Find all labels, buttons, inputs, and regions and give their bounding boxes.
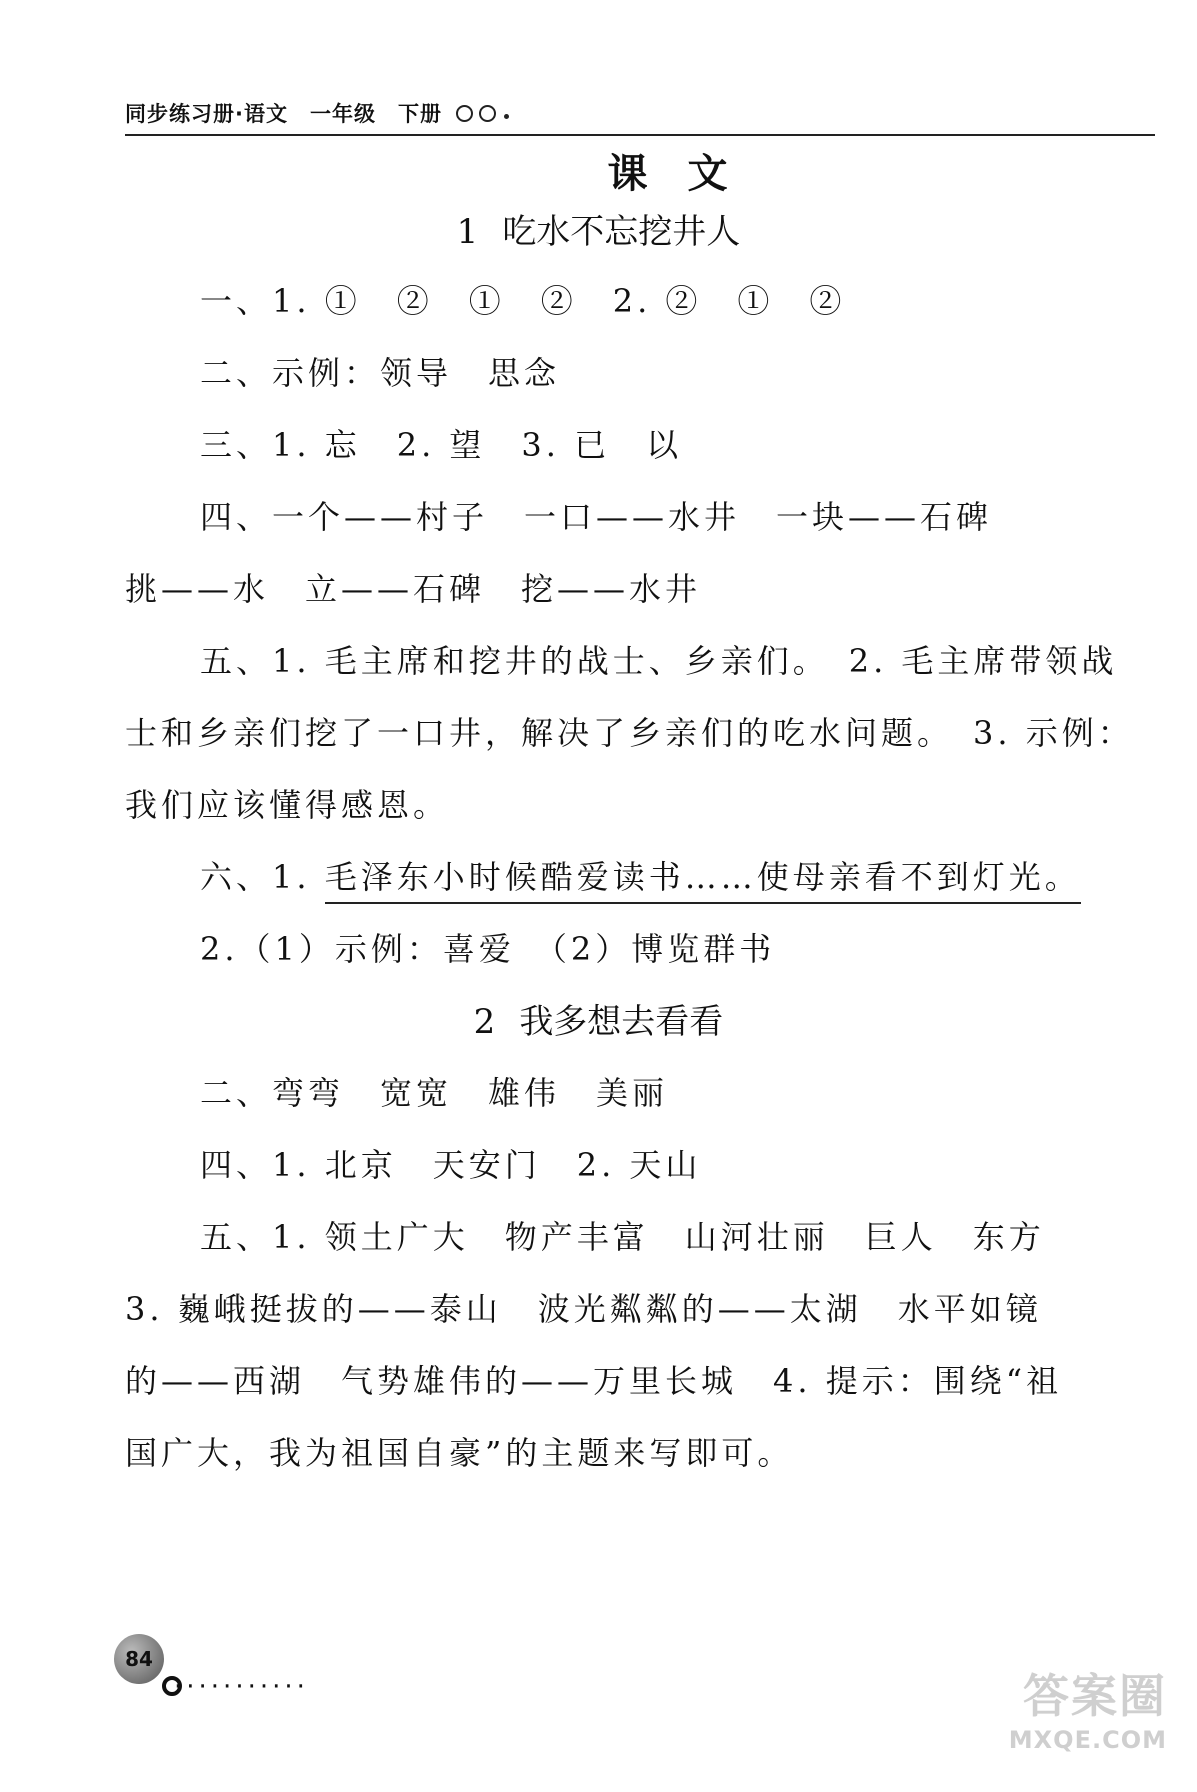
- answer-line: 二、弯弯 宽宽 雄伟 美丽: [200, 1074, 669, 1112]
- answer-line: 2.（1）示例：喜爱 （2）博览群书: [200, 930, 776, 968]
- lesson-title: 我多想去看看: [519, 1002, 724, 1042]
- page-number-badge: 84: [114, 1634, 164, 1684]
- lesson-1-heading: [0, 204, 1197, 253]
- lesson-2-heading: [0, 994, 1197, 1043]
- answer-line: 国广大，我为祖国自豪”的主题来写即可。: [125, 1434, 794, 1472]
- answer-line: 四、一个——村子 一口——水井 一块——石碑: [200, 498, 993, 536]
- answer-line: 三、1. 忘 2. 望 3. 已 以: [200, 426, 683, 464]
- watermark-logo: 答案圈: [1023, 1669, 1167, 1723]
- footer-dots-text: ···········: [174, 1672, 309, 1702]
- answer-line: 二、示例：领导 思念: [200, 354, 561, 392]
- header-circle-icon: [456, 105, 473, 122]
- answer-line: 3. 巍峨挺拔的——泰山 波光粼粼的——太湖 水平如镜: [125, 1290, 1042, 1328]
- running-header: [125, 98, 1155, 136]
- answer-line: 五、1. 领土广大 物产丰富 山河壮丽 巨人 东方: [200, 1218, 1045, 1256]
- lesson-number: 2: [473, 1002, 496, 1042]
- answer-line: 我们应该懂得感恩。: [125, 786, 450, 824]
- answer-line: 一、1. ① ② ① ② 2. ② ① ②: [200, 282, 846, 320]
- answer-line: 挑——水 立——石碑 挖——水井: [125, 570, 702, 608]
- footer-dots: [122, 1672, 309, 1702]
- header-dot-icon: [504, 114, 509, 119]
- answer-line: 士和乡亲们挖了一口井，解决了乡亲们的吃水问题。 3. 示例：: [125, 714, 1134, 752]
- page-title: 课文: [607, 151, 768, 197]
- watermark: [1009, 1660, 1167, 1754]
- lesson-number: 1: [456, 212, 479, 252]
- answer-line: 四、1. 北京 天安门 2. 天山: [200, 1146, 702, 1184]
- lesson-title: 吃水不忘挖井人: [502, 212, 741, 252]
- header-circle-icon: [479, 105, 496, 122]
- answer-line: 五、1. 毛主席和挖井的战士、乡亲们。 2. 毛主席带领战: [200, 642, 1118, 680]
- answer-line: [200, 852, 1081, 898]
- header-text: 同步练习册·语文 一年级 下册: [125, 102, 442, 126]
- underlined-answer: 毛泽东小时候酷爱读书……使母亲看不到灯光。: [325, 858, 1081, 904]
- answer-prefix: 六、1.: [200, 858, 325, 896]
- watermark-url: MXQE.COM: [1008, 1726, 1167, 1754]
- answer-line: 的——西湖 气势雄伟的——万里长城 4. 提示：围绕“祖: [125, 1362, 1063, 1400]
